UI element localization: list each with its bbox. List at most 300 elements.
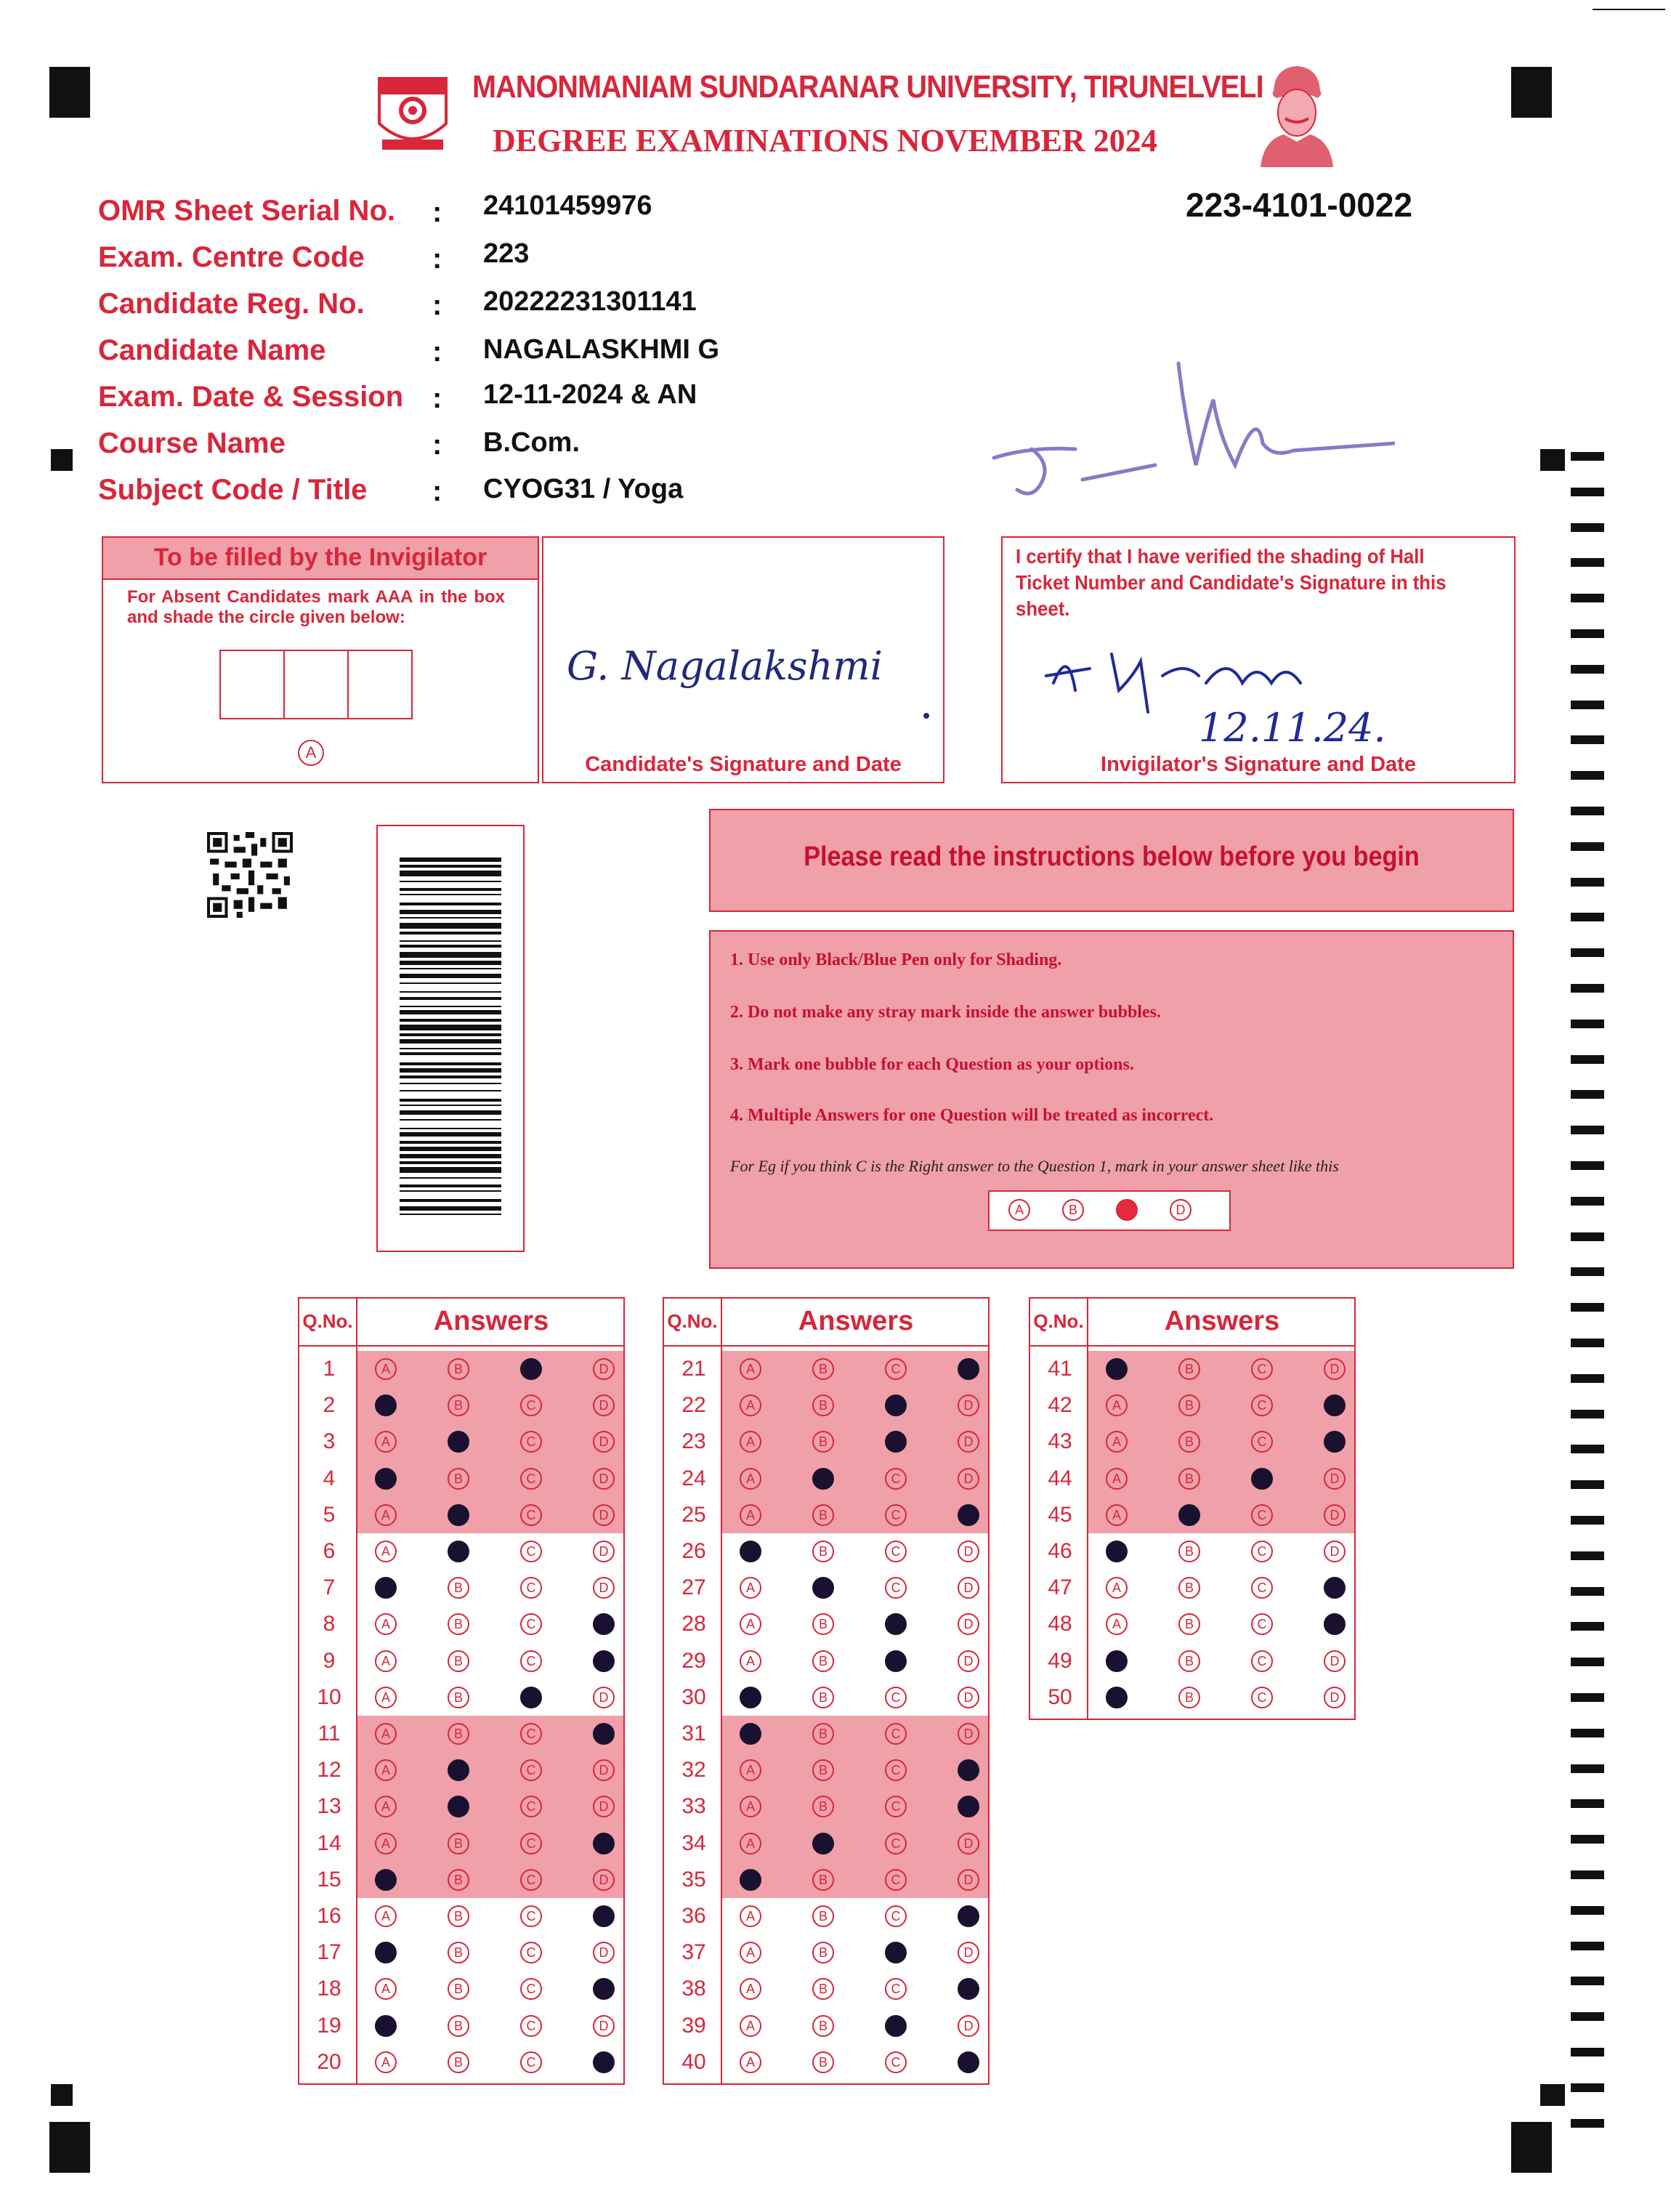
answer-bubble-q42-d[interactable] <box>1324 1394 1346 1416</box>
question-number: 13 <box>317 1794 341 1819</box>
answer-bubble-q34-b[interactable] <box>812 1833 834 1854</box>
invigilator-handwritten-signature <box>1039 632 1475 748</box>
answer-bubble-q42-a[interactable]: A <box>1106 1394 1128 1416</box>
answer-bubble-q16-a[interactable]: A <box>375 1905 397 1927</box>
absent-mark-boxes[interactable] <box>219 650 413 719</box>
answer-bubble-q34-a[interactable]: A <box>740 1833 761 1854</box>
answer-bubble-q6-a[interactable]: A <box>375 1541 397 1562</box>
answer-bubble-q41-b[interactable]: B <box>1178 1358 1200 1380</box>
answer-bubble-q21-a[interactable]: A <box>740 1358 761 1380</box>
answer-bubble-q9-b[interactable]: B <box>448 1650 469 1672</box>
answer-bubble-q29-d[interactable]: D <box>958 1650 979 1672</box>
answer-bubble-q5-c[interactable]: C <box>520 1504 542 1526</box>
timing-mark <box>1571 1374 1604 1383</box>
timing-mark <box>1571 2048 1604 2056</box>
answer-bubble-q39-b[interactable]: B <box>812 2015 834 2037</box>
question-number: 18 <box>317 1977 341 2001</box>
registration-mark-small-right-bottom <box>1540 2084 1565 2106</box>
answer-bubble-q43-c[interactable]: C <box>1251 1431 1273 1453</box>
field-label-exam-date: Exam. Date & Session <box>98 381 404 413</box>
timing-mark <box>1571 984 1604 993</box>
answer-bubble-q36-a[interactable]: A <box>740 1905 761 1927</box>
question-number: 37 <box>681 1940 706 1965</box>
question-number: 26 <box>681 1539 706 1563</box>
answer-bubble-q30-d[interactable]: D <box>958 1687 979 1708</box>
answer-bubble-q5-b[interactable] <box>448 1504 469 1526</box>
timing-mark <box>1571 1799 1604 1808</box>
answer-bubble-q10-d[interactable]: D <box>593 1687 615 1708</box>
answer-bubble-q8-b[interactable]: B <box>448 1613 469 1635</box>
answer-bubble-q22-c[interactable] <box>885 1394 907 1416</box>
answer-bubble-q27-b[interactable] <box>812 1577 834 1599</box>
answer-bubble-q24-b[interactable] <box>812 1468 834 1490</box>
answer-bubble-q18-a[interactable]: A <box>375 1978 397 2000</box>
answer-bubble-q20-b[interactable]: B <box>448 2051 469 2073</box>
answer-bubble-q6-c[interactable]: C <box>520 1541 542 1562</box>
answer-bubble-q38-c[interactable]: C <box>885 1978 907 2000</box>
answer-bubble-q2-c[interactable]: C <box>520 1394 542 1416</box>
answers-header: Answers <box>433 1306 549 1336</box>
question-number: 47 <box>1048 1575 1072 1600</box>
answer-bubble-q48-c[interactable]: C <box>1251 1613 1273 1635</box>
answer-bubble-q12-d[interactable]: D <box>593 1759 615 1781</box>
answer-bubble-q36-b[interactable]: B <box>812 1905 834 1927</box>
question-number: 4 <box>323 1466 336 1490</box>
answer-bubble-q33-a[interactable]: A <box>740 1796 761 1817</box>
field-colon: : <box>432 382 442 414</box>
answer-bubble-q26-a[interactable] <box>740 1541 761 1562</box>
answer-bubble-q50-d[interactable]: D <box>1324 1687 1346 1708</box>
answer-bubble-q39-a[interactable]: A <box>740 2015 761 2037</box>
answer-bubble-q15-d[interactable]: D <box>593 1869 615 1891</box>
answer-bubble-q16-c[interactable]: C <box>520 1905 542 1927</box>
answer-bubble-q15-c[interactable]: C <box>520 1869 542 1891</box>
timing-mark <box>1571 1622 1604 1631</box>
answer-bubble-q39-c[interactable] <box>885 2015 907 2037</box>
question-number: 24 <box>681 1466 706 1490</box>
answer-bubble-q29-a[interactable]: A <box>740 1650 761 1672</box>
answer-bubble-q11-a[interactable]: A <box>375 1723 397 1745</box>
registration-mark-small-left-bottom <box>51 2084 73 2106</box>
answer-bubble-q15-b[interactable]: B <box>448 1869 469 1891</box>
answer-bubble-q32-c[interactable]: C <box>885 1759 907 1781</box>
answer-bubble-q37-b[interactable]: B <box>812 1942 834 1963</box>
field-colon: : <box>432 475 442 507</box>
answer-bubble-q33-c[interactable]: C <box>885 1796 907 1817</box>
answer-bubble-q50-a[interactable] <box>1106 1687 1128 1708</box>
question-number: 48 <box>1048 1612 1072 1636</box>
timing-mark <box>1571 2083 1604 2092</box>
answer-bubble-q21-b[interactable]: B <box>812 1358 834 1380</box>
answer-bubble-q4-a[interactable] <box>375 1468 397 1490</box>
invigilator-signature-caption: Invigilator's Signature and Date <box>1101 753 1416 776</box>
answer-bubble-q50-b[interactable]: B <box>1178 1687 1200 1708</box>
answer-bubble-q4-c[interactable]: C <box>520 1468 542 1490</box>
answer-bubble-q14-b[interactable]: B <box>448 1833 469 1854</box>
answer-bubble-q45-c[interactable]: C <box>1251 1504 1273 1526</box>
answer-bubble-q41-a[interactable] <box>1106 1358 1128 1380</box>
answer-bubble-q35-d[interactable]: D <box>958 1869 979 1891</box>
registration-mark-bottom-left <box>49 2122 90 2173</box>
field-colon: : <box>432 289 442 321</box>
answer-bubble-q7-c[interactable]: C <box>520 1577 542 1599</box>
qno-header: Q.No. <box>302 1310 353 1332</box>
field-colon: : <box>432 336 442 368</box>
timing-mark <box>1571 1126 1604 1134</box>
question-number: 39 <box>681 2013 706 2038</box>
answer-bubble-q27-c[interactable]: C <box>885 1577 907 1599</box>
answer-bubble-q26-d[interactable]: D <box>958 1541 979 1562</box>
answer-bubble-q34-d[interactable]: D <box>958 1833 979 1854</box>
answer-bubble-q26-b[interactable]: B <box>812 1541 834 1562</box>
timing-mark <box>1571 1693 1604 1702</box>
answer-bubble-q7-a[interactable] <box>375 1577 397 1599</box>
timing-mark <box>1571 1764 1604 1773</box>
answer-bubble-q43-b[interactable]: B <box>1178 1431 1200 1453</box>
answer-bubble-q30-a[interactable] <box>740 1687 761 1708</box>
answer-bubble-q3-a[interactable]: A <box>375 1431 397 1453</box>
answer-bubble-q22-b[interactable]: B <box>812 1394 834 1416</box>
example-bubble-b: B <box>1062 1199 1084 1221</box>
answer-bubble-q14-c[interactable]: C <box>520 1833 542 1854</box>
answer-bubble-q41-d[interactable]: D <box>1324 1358 1346 1380</box>
answers-header: Answers <box>798 1306 914 1336</box>
answer-bubble-q1-c[interactable] <box>520 1358 542 1380</box>
answer-bubble-q42-c[interactable]: C <box>1251 1394 1273 1416</box>
answer-bubble-q22-d[interactable]: D <box>958 1394 979 1416</box>
answer-bubble-q11-c[interactable]: C <box>520 1723 542 1745</box>
question-number: 5 <box>323 1502 336 1527</box>
instruction-item: 2. Do not make any stray mark inside the answer bubbles. <box>730 1003 1161 1022</box>
candidate-signature-caption: Candidate's Signature and Date <box>585 753 902 776</box>
timing-mark <box>1571 1410 1604 1418</box>
timing-mark <box>1571 1906 1604 1915</box>
invigilator-certify-text: I certify that I have verified the shading of Hall Ticket Number and Candidate's Signature in this sheet. <box>1016 545 1447 620</box>
qno-divider <box>721 1297 722 2085</box>
answer-bubble-q47-c[interactable]: C <box>1251 1577 1273 1599</box>
answer-bubble-q35-a[interactable] <box>740 1869 761 1891</box>
answer-bubble-q14-a[interactable]: A <box>375 1833 397 1854</box>
timing-mark <box>1571 558 1604 567</box>
field-label-omr-serial: OMR Sheet Serial No. <box>98 195 395 227</box>
question-number: 44 <box>1048 1466 1072 1490</box>
answer-bubble-q46-b[interactable]: B <box>1178 1541 1200 1562</box>
answer-bubble-q2-b[interactable]: B <box>448 1394 469 1416</box>
answer-bubble-q15-a[interactable] <box>375 1869 397 1891</box>
answers-header: Answers <box>1164 1306 1280 1336</box>
timing-mark <box>1571 1942 1604 1950</box>
answer-bubble-q27-d[interactable]: D <box>958 1577 979 1599</box>
answer-bubble-q36-d[interactable] <box>958 1905 979 1927</box>
question-number: 7 <box>323 1575 336 1600</box>
question-number: 34 <box>681 1830 706 1855</box>
answer-bubble-q38-b[interactable]: B <box>812 1978 834 2000</box>
answer-bubble-q43-a[interactable]: A <box>1106 1431 1128 1453</box>
registration-mark-top-left <box>49 67 90 118</box>
svg-text:G. Nagalakshmi: G. Nagalakshmi <box>567 643 883 689</box>
answer-bubble-q19-b[interactable]: B <box>448 2015 469 2037</box>
answer-bubble-q23-a[interactable]: A <box>740 1431 761 1453</box>
answer-bubble-q16-d[interactable] <box>593 1905 615 1927</box>
answer-bubble-q11-d[interactable] <box>593 1723 615 1745</box>
answer-bubble-q21-c[interactable]: C <box>885 1358 907 1380</box>
answer-bubble-q46-c[interactable]: C <box>1251 1541 1273 1562</box>
answer-bubble-q1-a[interactable]: A <box>375 1358 397 1380</box>
answer-bubble-q5-a[interactable]: A <box>375 1504 397 1526</box>
answer-bubble-q31-d[interactable]: D <box>958 1723 979 1745</box>
registration-mark-small-right <box>1540 449 1565 471</box>
grid-header-rule <box>1029 1345 1356 1347</box>
timing-mark <box>1571 1232 1604 1241</box>
answer-bubble-q44-d[interactable]: D <box>1324 1468 1346 1490</box>
answer-bubble-q7-d[interactable]: D <box>593 1577 615 1599</box>
answer-bubble-q6-d[interactable]: D <box>593 1541 615 1562</box>
answer-bubble-q8-c[interactable]: C <box>520 1613 542 1635</box>
answer-bubble-q2-a[interactable] <box>375 1394 397 1416</box>
question-number: 42 <box>1048 1393 1072 1418</box>
answer-bubble-q25-c[interactable]: C <box>885 1504 907 1526</box>
qno-divider <box>1087 1297 1088 1720</box>
answer-bubble-q45-d[interactable]: D <box>1324 1504 1346 1526</box>
answer-bubble-q13-a[interactable]: A <box>375 1796 397 1817</box>
answer-bubble-q46-d[interactable]: D <box>1324 1541 1346 1562</box>
timing-mark <box>1571 1516 1604 1525</box>
answer-bubble-q44-b[interactable]: B <box>1178 1468 1200 1490</box>
answer-bubble-q11-b[interactable]: B <box>448 1723 469 1745</box>
answer-bubble-q21-d[interactable] <box>958 1358 979 1380</box>
answer-bubble-q12-a[interactable]: A <box>375 1759 397 1781</box>
answer-bubble-q4-d[interactable]: D <box>593 1468 615 1490</box>
absent-bubble[interactable]: A <box>298 740 324 766</box>
answer-bubble-q30-b[interactable]: B <box>812 1687 834 1708</box>
field-colon: : <box>432 243 442 275</box>
field-value-subject: CYOG31 / Yoga <box>483 474 684 504</box>
exam-title: DEGREE EXAMINATIONS NOVEMBER 2024 <box>493 123 1157 158</box>
answer-bubble-q10-a[interactable]: A <box>375 1687 397 1708</box>
answer-bubble-q47-d[interactable] <box>1324 1577 1346 1599</box>
answer-bubble-q7-b[interactable]: B <box>448 1577 469 1599</box>
timing-mark <box>1571 842 1604 851</box>
answer-bubble-q31-a[interactable] <box>740 1723 761 1745</box>
answer-bubble-q47-b[interactable]: B <box>1178 1577 1200 1599</box>
answer-bubble-q3-c[interactable]: C <box>520 1431 542 1453</box>
answer-bubble-q1-d[interactable]: D <box>593 1358 615 1380</box>
timing-mark <box>1571 2119 1604 2128</box>
answer-bubble-q1-b[interactable]: B <box>448 1358 469 1380</box>
field-value-reg-no: 20222231301141 <box>483 286 697 317</box>
answer-bubble-q40-d[interactable] <box>958 2051 979 2073</box>
answer-bubble-q12-b[interactable] <box>448 1759 469 1781</box>
answer-bubble-q16-b[interactable]: B <box>448 1905 469 1927</box>
question-number: 38 <box>681 1977 706 2001</box>
timing-mark <box>1571 452 1604 461</box>
question-number: 10 <box>317 1684 341 1709</box>
answer-bubble-q37-c[interactable] <box>885 1942 907 1963</box>
answer-bubble-q22-a[interactable]: A <box>740 1394 761 1416</box>
answer-bubble-q23-d[interactable]: D <box>958 1431 979 1453</box>
answer-bubble-q30-c[interactable]: C <box>885 1687 907 1708</box>
answer-bubble-q3-d[interactable]: D <box>593 1431 615 1453</box>
answer-bubble-q2-d[interactable]: D <box>593 1394 615 1416</box>
answer-bubble-q20-a[interactable]: A <box>375 2051 397 2073</box>
scribble-signature <box>988 356 1395 509</box>
answer-bubble-q40-a[interactable]: A <box>740 2051 761 2073</box>
question-number: 46 <box>1048 1539 1072 1563</box>
answer-bubble-q40-b[interactable]: B <box>812 2051 834 2073</box>
answer-bubble-q32-d[interactable] <box>958 1759 979 1781</box>
answer-bubble-q18-b[interactable]: B <box>448 1978 469 2000</box>
answer-bubble-q8-a[interactable]: A <box>375 1613 397 1635</box>
question-number: 43 <box>1048 1429 1072 1454</box>
grid-header-rule <box>298 1345 625 1347</box>
answer-bubble-q24-d[interactable]: D <box>958 1468 979 1490</box>
answer-bubble-q6-b[interactable] <box>448 1541 469 1562</box>
answer-bubble-q50-c[interactable]: C <box>1251 1687 1273 1708</box>
timing-mark <box>1571 701 1604 709</box>
timing-mark <box>1571 1480 1604 1489</box>
question-number: 28 <box>681 1612 706 1636</box>
candidate-handwritten-signature <box>559 621 937 730</box>
answer-bubble-q33-b[interactable]: B <box>812 1796 834 1817</box>
answer-bubble-q10-c[interactable] <box>520 1687 542 1708</box>
timing-mark <box>1571 807 1604 815</box>
answer-bubble-q45-a[interactable]: A <box>1106 1504 1128 1526</box>
field-value-candidate-name: NAGALASKHMI G <box>483 334 720 365</box>
answer-bubble-q32-b[interactable]: B <box>812 1759 834 1781</box>
example-bubble-a: A <box>1008 1199 1030 1221</box>
answer-bubble-q44-c[interactable] <box>1251 1468 1273 1490</box>
answer-bubble-q25-d[interactable] <box>958 1504 979 1526</box>
answer-bubble-q48-b[interactable]: B <box>1178 1613 1200 1635</box>
question-number: 8 <box>323 1612 336 1636</box>
answer-bubble-q34-c[interactable]: C <box>885 1833 907 1854</box>
question-number: 40 <box>681 2049 706 2074</box>
answer-bubble-q18-c[interactable]: C <box>520 1978 542 2000</box>
answer-bubble-q35-c[interactable]: C <box>885 1869 907 1891</box>
question-number: 23 <box>681 1429 706 1454</box>
answer-bubble-q26-c[interactable]: C <box>885 1541 907 1562</box>
qr-code <box>207 832 293 918</box>
answer-bubble-q28-d[interactable]: D <box>958 1613 979 1635</box>
answer-bubble-q48-a[interactable]: A <box>1106 1613 1128 1635</box>
answer-bubble-q49-a[interactable] <box>1106 1650 1128 1672</box>
answer-bubble-q25-a[interactable]: A <box>740 1504 761 1526</box>
timing-mark <box>1571 629 1604 638</box>
answer-bubble-q42-b[interactable]: B <box>1178 1394 1200 1416</box>
timing-mark <box>1571 1658 1604 1666</box>
answer-bubble-q40-c[interactable]: C <box>885 2051 907 2073</box>
answer-bubble-q29-c[interactable] <box>885 1650 907 1672</box>
answer-bubble-q29-b[interactable]: B <box>812 1650 834 1672</box>
question-number: 33 <box>681 1794 706 1819</box>
answer-bubble-q20-c[interactable]: C <box>520 2051 542 2073</box>
answer-bubble-q32-a[interactable]: A <box>740 1759 761 1781</box>
answer-bubble-q39-d[interactable]: D <box>958 2015 979 2037</box>
answer-bubble-q19-d[interactable]: D <box>593 2015 615 2037</box>
registration-mark-top-right <box>1511 67 1552 118</box>
answer-bubble-q5-d[interactable]: D <box>593 1504 615 1526</box>
answer-bubble-q46-a[interactable] <box>1106 1541 1128 1562</box>
answer-bubble-q4-b[interactable]: B <box>448 1468 469 1490</box>
answer-bubble-q17-b[interactable]: B <box>448 1942 469 1963</box>
qno-header: Q.No. <box>667 1310 718 1332</box>
answer-bubble-q23-b[interactable]: B <box>812 1431 834 1453</box>
timing-mark <box>1571 1303 1604 1312</box>
field-label-course: Course Name <box>98 427 286 459</box>
answer-bubble-q35-b[interactable]: B <box>812 1869 834 1891</box>
answer-bubble-q24-a[interactable]: A <box>740 1468 761 1490</box>
answer-bubble-q31-c[interactable]: C <box>885 1723 907 1745</box>
scan-edge-line <box>1593 9 1665 10</box>
question-number: 30 <box>681 1684 706 1709</box>
timing-mark <box>1571 878 1604 887</box>
answer-bubble-q47-a[interactable]: A <box>1106 1577 1128 1599</box>
answer-bubble-q9-c[interactable]: C <box>520 1650 542 1672</box>
question-number: 35 <box>681 1867 706 1892</box>
answer-bubble-q9-a[interactable]: A <box>375 1650 397 1672</box>
answer-bubble-q28-a[interactable]: A <box>740 1613 761 1635</box>
field-label-centre-code: Exam. Centre Code <box>98 241 365 273</box>
answer-bubble-q49-b[interactable]: B <box>1178 1650 1200 1672</box>
timing-mark <box>1571 1835 1604 1844</box>
answer-bubble-q37-a[interactable]: A <box>740 1942 761 1963</box>
answer-bubble-q19-a[interactable] <box>375 2015 397 2037</box>
answer-bubble-q38-a[interactable]: A <box>740 1978 761 2000</box>
answer-bubble-q36-c[interactable]: C <box>885 1905 907 1927</box>
answer-bubble-q13-c[interactable]: C <box>520 1796 542 1817</box>
answer-bubble-q13-d[interactable]: D <box>593 1796 615 1817</box>
question-number: 6 <box>323 1539 336 1563</box>
booklet-code: 223-4101-0022 <box>1186 186 1413 224</box>
question-number: 15 <box>317 1867 341 1892</box>
svg-text:12.11.24.: 12.11.24. <box>1199 705 1386 748</box>
answer-bubble-q49-d[interactable]: D <box>1324 1650 1346 1672</box>
answer-bubble-q14-d[interactable] <box>593 1833 615 1854</box>
instruction-example: For Eg if you think C is the Right answer to the Question 1, mark in your answer sheet like this <box>730 1157 1339 1175</box>
answer-bubble-q17-a[interactable] <box>375 1942 397 1963</box>
answer-bubble-q19-c[interactable]: C <box>520 2015 542 2037</box>
answer-bubble-q41-c[interactable]: C <box>1251 1358 1273 1380</box>
answer-bubble-q45-b[interactable] <box>1178 1504 1200 1526</box>
timing-mark <box>1571 1587 1604 1596</box>
answer-bubble-q12-c[interactable]: C <box>520 1759 542 1781</box>
answer-bubble-q44-a[interactable]: A <box>1106 1468 1128 1490</box>
answer-bubble-q17-d[interactable]: D <box>593 1942 615 1963</box>
answer-bubble-q10-b[interactable]: B <box>448 1687 469 1708</box>
timing-mark <box>1571 735 1604 744</box>
answer-bubble-q25-b[interactable]: B <box>812 1504 834 1526</box>
instruction-item: 4. Multiple Answers for one Question will be treated as incorrect. <box>730 1106 1214 1125</box>
answer-bubble-q28-b[interactable]: B <box>812 1613 834 1635</box>
answer-bubble-q17-c[interactable]: C <box>520 1942 542 1963</box>
answer-bubble-q9-d[interactable] <box>593 1650 615 1672</box>
answer-bubble-q27-a[interactable]: A <box>740 1577 761 1599</box>
field-colon: : <box>432 196 442 228</box>
answer-bubble-q20-d[interactable] <box>593 2051 615 2073</box>
timing-mark <box>1571 594 1604 602</box>
question-number: 3 <box>323 1429 336 1454</box>
answer-bubble-q49-c[interactable]: C <box>1251 1650 1273 1672</box>
answer-bubble-q31-b[interactable]: B <box>812 1723 834 1745</box>
university-name: MANONMANIAM SUNDARANAR UNIVERSITY, TIRUNELVELI <box>472 69 1263 105</box>
field-value-course: B.Com. <box>483 427 580 458</box>
answer-bubble-q24-c[interactable]: C <box>885 1468 907 1490</box>
timing-mark <box>1571 1020 1604 1028</box>
question-number: 20 <box>317 2049 341 2074</box>
instruction-heading: Please read the instructions below before you begin <box>804 841 1420 872</box>
answer-bubble-q37-d[interactable]: D <box>958 1942 979 1963</box>
timing-mark <box>1571 913 1604 921</box>
